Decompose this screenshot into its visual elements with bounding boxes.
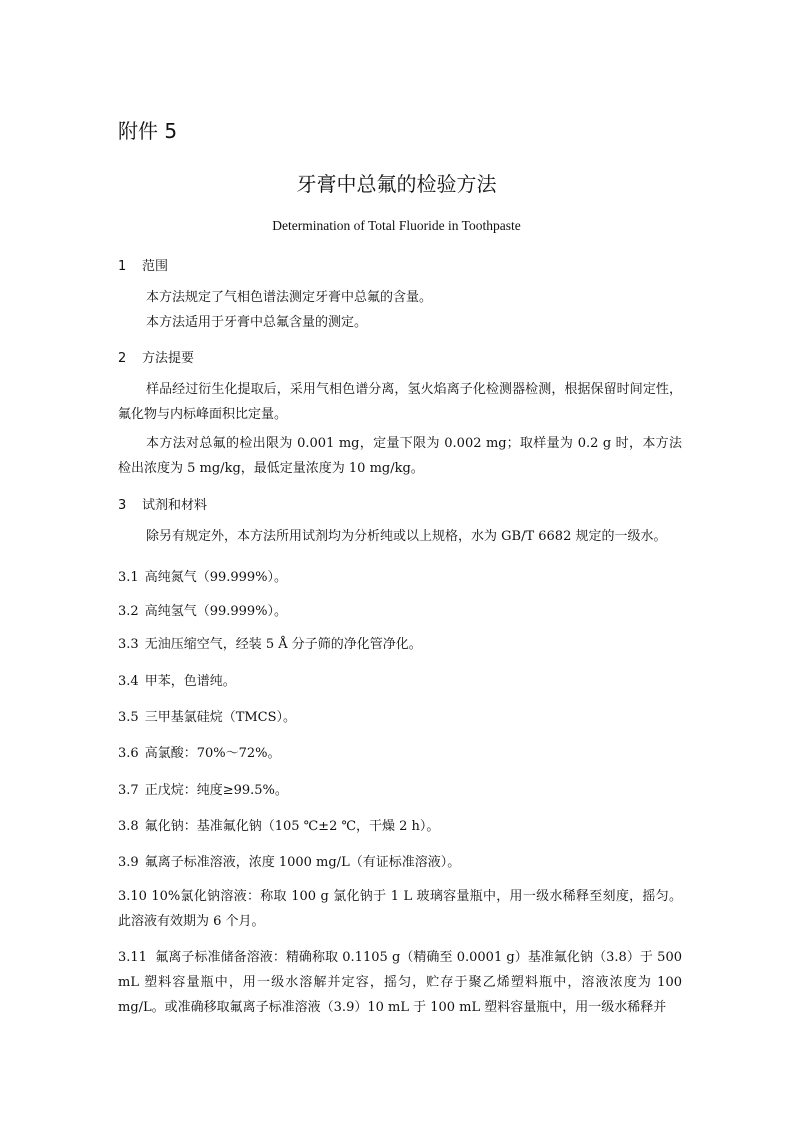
section-title: 试剂和材料 — [142, 498, 208, 513]
scope-paragraph: 本方法规定了气相色谱法测定牙膏中总氟的含量。 — [146, 290, 433, 305]
scope-paragraph: 本方法适用于牙膏中总氟含量的测定。 — [146, 315, 368, 330]
list-item — [118, 633, 422, 652]
item-text: 高氯酸：70%～72%。 — [144, 746, 281, 761]
item-number: 3.10 — [118, 889, 147, 904]
section-title: 范围 — [142, 259, 169, 274]
list-item — [118, 945, 682, 1020]
section-title: 方法提要 — [142, 351, 195, 366]
principle-paragraph: 样品经过衍生化提取后，采用气相色谱分离，氢火焰离子化检测器检测，根据保留时间定性，氟化物与内标峰面积比定量。 — [118, 382, 682, 422]
list-item — [118, 706, 296, 725]
item-text: 氟化钠：基准氟化钠（105 ℃±2 ℃，干燥 2 h）。 — [144, 819, 440, 834]
item-number: 3.11 — [118, 950, 147, 965]
section-number: 1 — [118, 259, 127, 274]
item-number: 3.9 — [118, 855, 139, 870]
document-subtitle: Determination of Total Fluoride in Toothpaste — [272, 218, 521, 233]
item-number: 3.7 — [118, 783, 139, 798]
item-number: 3.8 — [118, 819, 139, 834]
list-item — [118, 566, 287, 585]
list-item — [118, 779, 288, 798]
section-heading-reagents — [118, 494, 207, 513]
principle-paragraph: 本方法对总氟的检出限为 0.001 mg，定量下限为 0.002 mg；取样量为 0.2 g 时，本方法检出浓度为 5 mg/kg，最低定量浓度为 10 mg/kg。 — [118, 436, 682, 476]
item-text: 10%氯化钠溶液：称取 100 g 氯化钠于 1 L 玻璃容量瓶中，用一级水稀释至刻度，摇匀。此溶液有效期为 6 个月。 — [118, 889, 682, 929]
item-text: 无油压缩空气，经装 5 Å 分子筛的净化管净化。 — [144, 637, 422, 652]
item-text: 高纯氢气（99.999%）。 — [144, 604, 288, 619]
item-number: 3.6 — [118, 746, 139, 761]
item-text: 甲苯，色谱纯。 — [144, 674, 236, 689]
annex-label: 附件 5 — [118, 119, 178, 143]
document-title: 牙膏中总氟的检验方法 — [296, 172, 497, 196]
section-heading-scope — [118, 255, 168, 274]
item-text: 高纯氮气（99.999%）。 — [144, 570, 288, 585]
list-item — [118, 851, 460, 870]
item-text: 三甲基氯硅烷（TMCS）。 — [144, 710, 297, 725]
reagents-intro: 除另有规定外，本方法所用试剂均为分析纯或以上规格，水为 GB/T 6682 规定的一级水。 — [146, 529, 667, 544]
item-number: 3.3 — [118, 637, 139, 652]
list-item — [118, 815, 439, 834]
item-number: 3.1 — [118, 570, 139, 585]
item-text: 氟离子标准储备溶液：精确称取 0.1105 g（精确至 0.0001 g）基准氟化钠（3.8）于 500 mL 塑料容量瓶中，用一级水溶解并定容，摇匀，贮存于聚乙烯塑料瓶中，溶液浓度为 100 mg/L。或准确移取氟离子标准溶液（3.9）10 mL 于 100 mL 塑料容量瓶中，用一级水稀释并 — [118, 950, 682, 1015]
item-number: 3.4 — [118, 674, 139, 689]
item-text: 氟离子标准溶液，浓度 1000 mg/L（有证标准溶液）。 — [144, 855, 461, 870]
list-item — [118, 600, 287, 619]
section-number: 2 — [118, 351, 127, 366]
section-heading-principle — [118, 347, 194, 366]
item-number: 3.2 — [118, 604, 139, 619]
item-text: 正戊烷：纯度≥99.5%。 — [144, 783, 288, 798]
list-item — [118, 670, 236, 689]
item-number: 3.5 — [118, 710, 139, 725]
section-number: 3 — [118, 498, 127, 513]
list-item — [118, 884, 682, 934]
list-item — [118, 742, 280, 761]
